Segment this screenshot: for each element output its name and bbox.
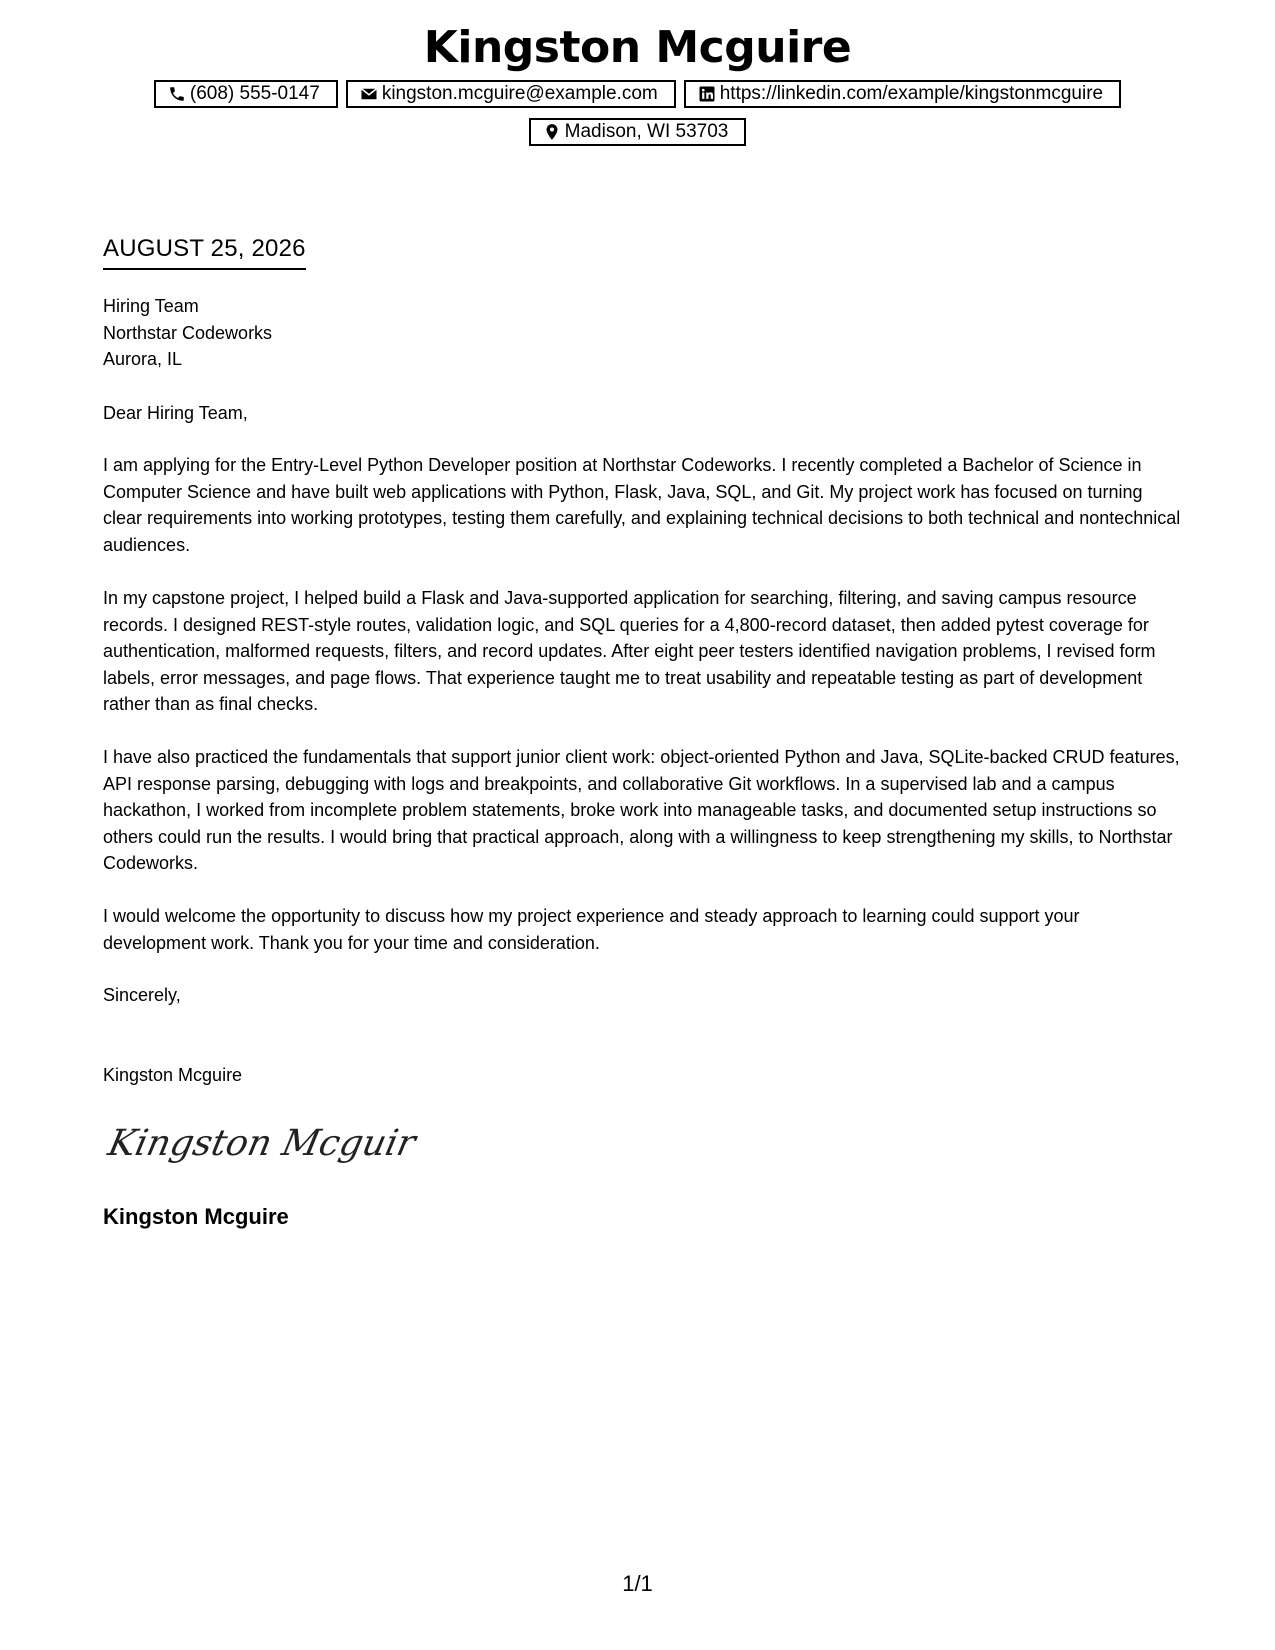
- body-paragraph: I am applying for the Entry-Level Python Developer position at Northstar Codeworks. I recently completed a Bachelor of Science in Computer Science and have built web applications with Python, Flask, Java, SQL, and Git. My project work has focused on turning clear requirements into working prototypes, testing them carefully, and explaining technical decisions to both technical and nontechnical audiences.: [103, 455, 1181, 555]
- handwritten-signature: [103, 1115, 420, 1175]
- salutation: Dear Hiring Team,: [103, 403, 248, 423]
- recipient-block: [103, 293, 1183, 373]
- page-number: 1/1: [622, 1571, 653, 1596]
- recipient-line: Hiring Team: [103, 296, 199, 316]
- recipient-line: Northstar Codeworks: [103, 322, 273, 343]
- applicant-name: Kingston Mcguire: [423, 22, 852, 73]
- phone-icon: [168, 85, 186, 103]
- contact-row-secondary: [0, 118, 1275, 146]
- phone-chip: [154, 80, 338, 108]
- closing: Sincerely,: [103, 985, 181, 1005]
- letter-date: AUGUST 25, 2026: [103, 234, 306, 270]
- body-paragraph: I would welcome the opportunity to discuss how my project experience and steady approach to learning could support your development work. Thank you for your time and consideration.: [103, 906, 1080, 953]
- linkedin-chip[interactable]: [684, 80, 1121, 108]
- signature-printed-name: Kingston Mcguire: [103, 1204, 289, 1229]
- contact-row-primary: [0, 80, 1275, 108]
- map-marker-icon: [543, 123, 561, 141]
- location-text: Madison, WI 53703: [564, 121, 729, 142]
- body-paragraph: I have also practiced the fundamentals that support junior client work: object-oriented Python and Java, SQLite-backed CRUD features, API response parsing, debugging with logs and breakpoints, and collaborative Git workflows. In a supervised lab and a campus hackathon, I worked from incomplete problem statements, broke work into manageable tasks, and documented setup instructions so others could run the results. I would bring that practical approach, along with a willingness to keep strengthening my skills, to Northstar Codeworks.: [103, 747, 1180, 873]
- linkedin-icon: [698, 85, 716, 103]
- envelope-icon: [360, 85, 378, 103]
- body-paragraph: In my capstone project, I helped build a Flask and Java-supported application for searching, filtering, and saving campus resource records. I designed REST-style routes, validation logic, and SQL queries for a 4,800-record dataset, then added pytest coverage for authentication, malformed requests, filters, and record updates. After eight peer testers identified navigation problems, I revised form labels, error messages, and page flows. That experience taught me to treat usability and repeatable testing as part of development rather than as final checks.: [103, 588, 1156, 714]
- recipient-line: Aurora, IL: [103, 349, 183, 369]
- email-chip[interactable]: [346, 80, 676, 108]
- signer-name: Kingston Mcguire: [103, 1065, 243, 1085]
- linkedin-text[interactable]: https://linkedin.com/example/kingstonmcguire: [719, 83, 1104, 104]
- signature-text: Kingston Mcguir: [104, 1121, 420, 1164]
- location-chip: [529, 118, 747, 146]
- email-text[interactable]: kingston.mcguire@example.com: [381, 83, 658, 104]
- phone-text: (608) 555-0147: [189, 83, 320, 104]
